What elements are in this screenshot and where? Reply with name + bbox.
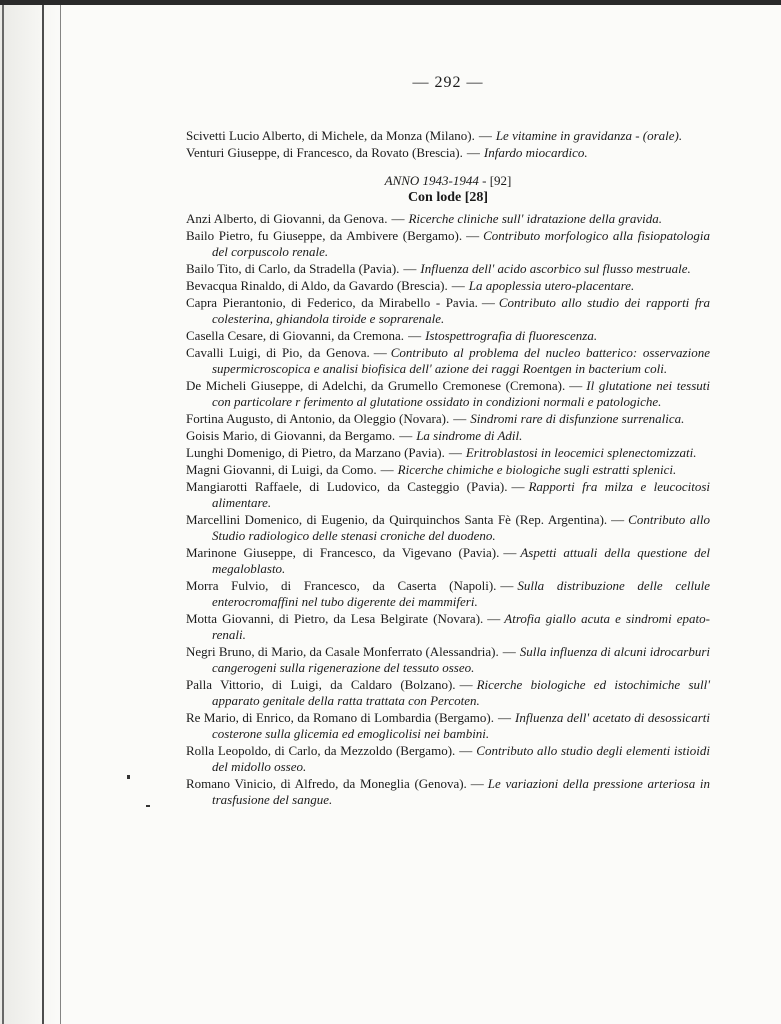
thesis-entry bbox=[186, 295, 710, 327]
entry-author: Mangiarotti Raffaele, di Ludovico, da Casteggio (Pavia). bbox=[186, 479, 508, 494]
thesis-entry bbox=[186, 345, 710, 377]
entry-separator: — bbox=[503, 545, 517, 560]
entry-author: Lunghi Domenigo, di Pietro, da Marzano (Pavia). bbox=[186, 445, 445, 460]
entry-author: Casella Cesare, di Giovanni, da Cremona. bbox=[186, 328, 405, 343]
entry-title: Le variazioni della pressione arteriosa in trasfusione del sangue. bbox=[212, 776, 710, 807]
thesis-entry bbox=[186, 428, 710, 444]
entry-separator: — bbox=[500, 578, 514, 593]
thesis-entry bbox=[186, 512, 710, 544]
thesis-entry bbox=[186, 776, 710, 808]
honors-subheading: Con lode [28] bbox=[407, 190, 489, 205]
entry-author: Goisis Mario, di Giovanni, da Bergamo. bbox=[186, 428, 396, 443]
entry-separator: — bbox=[451, 278, 465, 293]
thesis-entry bbox=[186, 145, 710, 161]
entry-title: Ricerche biologiche ed istochimiche sull' apparato genitale della ratta trattata con Percoten. bbox=[212, 677, 711, 708]
entry-author: Negri Bruno, di Mario, da Casale Monferrato (Alessandria). bbox=[186, 644, 499, 659]
entry-author: Venturi Giuseppe, di Francesco, da Rovato (Brescia). bbox=[186, 145, 463, 160]
entries-before bbox=[186, 128, 710, 161]
entry-author: Scivetti Lucio Alberto, di Michele, da Monza (Milano). bbox=[186, 128, 475, 143]
entry-author: Palla Vittorio, di Luigi, da Caldaro (Bolzano). bbox=[186, 677, 456, 692]
entry-separator: — bbox=[408, 328, 422, 343]
entry-title: Contributo allo Studio radiologico delle stenasi croniche del duodeno. bbox=[212, 512, 710, 543]
entry-separator: — bbox=[487, 611, 501, 626]
entry-separator: — bbox=[502, 644, 516, 659]
entry-separator: — bbox=[497, 710, 511, 725]
binding-line bbox=[60, 0, 61, 1024]
entry-title: Infardo miocardico. bbox=[483, 145, 588, 160]
entry-title: Influenza dell' acetato di desossicarti costerone sulla glicemia ed emoglicolisi nei bambini. bbox=[212, 710, 710, 741]
entry-title: La sindrome di Adil. bbox=[416, 428, 523, 443]
binding-line bbox=[42, 0, 44, 1024]
entry-title: Le vitamine in gravidanza - (orale). bbox=[495, 128, 683, 143]
entry-separator: — bbox=[459, 677, 473, 692]
entry-title: Istospettrografia di fluorescenza. bbox=[425, 328, 598, 343]
entry-author: Anzi Alberto, di Giovanni, da Genova. bbox=[186, 211, 388, 226]
year-heading bbox=[186, 173, 710, 189]
entry-title: Atrofia giallo acuta e sindromi epato-renali. bbox=[212, 611, 710, 642]
thesis-entry bbox=[186, 228, 710, 260]
entry-separator: — bbox=[459, 743, 473, 758]
entry-title: Ricerche chimiche e biologiche sugli estratti splenici. bbox=[397, 462, 677, 477]
thesis-entry bbox=[186, 278, 710, 294]
scan-top-edge bbox=[0, 0, 781, 5]
entry-title: Sulla distribuzione delle cellule enterocromaffini nel tubo digerente dei mammiferi. bbox=[212, 578, 711, 609]
entry-separator: — bbox=[466, 145, 480, 160]
thesis-list bbox=[186, 211, 710, 808]
entry-title: Contributo allo studio degli elementi istioidi del midollo osseo. bbox=[212, 743, 711, 774]
academic-year: ANNO 1943-1944 bbox=[384, 173, 479, 188]
entry-separator: — bbox=[511, 479, 525, 494]
entry-author: Cavalli Luigi, di Pio, da Genova. bbox=[186, 345, 370, 360]
thesis-entry bbox=[186, 462, 710, 478]
entry-author: Rolla Leopoldo, di Carlo, da Mezzoldo (Bergamo). bbox=[186, 743, 456, 758]
entry-author: Motta Giovanni, di Pietro, da Lesa Belgirate (Novara). bbox=[186, 611, 484, 626]
entry-author: Romano Vinicio, di Alfredo, da Moneglia (Genova). bbox=[186, 776, 467, 791]
binding-edge bbox=[0, 0, 62, 1024]
thesis-entry bbox=[186, 644, 710, 676]
ink-speck bbox=[127, 775, 130, 779]
entry-title: Contributo morfologico alla fisiopatologia del corpuscolo renale. bbox=[212, 228, 710, 259]
ink-speck bbox=[146, 805, 150, 807]
entry-separator: — bbox=[569, 378, 583, 393]
thesis-entry bbox=[186, 445, 710, 461]
entry-separator: — bbox=[403, 261, 417, 276]
thesis-entry bbox=[186, 743, 710, 775]
year-count: - [92] bbox=[482, 173, 512, 188]
entry-title: Sindromi rare di disfunzione surrenalica. bbox=[470, 411, 685, 426]
entry-author: Morra Fulvio, di Francesco, da Caserta (Napoli). bbox=[186, 578, 497, 593]
binding-line bbox=[2, 0, 4, 1024]
entry-title: Aspetti attuali della questione del megaloblasto. bbox=[212, 545, 710, 576]
thesis-entry bbox=[186, 545, 710, 577]
entry-author: Fortina Augusto, di Antonio, da Oleggio (Novara). bbox=[186, 411, 450, 426]
entry-title: Contributo allo studio dei rapporti fra colesterina, ghiandola tiroide e soprarenale. bbox=[212, 295, 711, 326]
thesis-entry bbox=[186, 479, 710, 511]
entry-separator: — bbox=[611, 512, 625, 527]
thesis-entry bbox=[186, 261, 710, 277]
entry-title: Rapporti fra milza e leucocitosi alimentare. bbox=[212, 479, 710, 510]
thesis-entry bbox=[186, 710, 710, 742]
thesis-entry bbox=[186, 677, 710, 709]
entry-author: De Micheli Giuseppe, di Adelchi, da Grumello Cremonese (Cremona). bbox=[186, 378, 566, 393]
entry-author: Magni Giovanni, di Luigi, da Como. bbox=[186, 462, 377, 477]
entry-author: Capra Pierantonio, di Federico, da Mirabello - Pavia. bbox=[186, 295, 478, 310]
thesis-entry bbox=[186, 128, 710, 144]
entry-title: Il glutatione nei tessuti con particolare r ferimento al glutatione ossidato in condizioni normali e patologiche. bbox=[212, 378, 711, 409]
thesis-entry bbox=[186, 411, 710, 427]
thesis-entry bbox=[186, 578, 710, 610]
entry-separator: — bbox=[481, 295, 495, 310]
thesis-entry bbox=[186, 378, 710, 410]
thesis-entry bbox=[186, 211, 710, 227]
entry-separator: — bbox=[478, 128, 492, 143]
entry-separator: — bbox=[453, 411, 467, 426]
entry-author: Bailo Tito, di Carlo, da Stradella (Pavia). bbox=[186, 261, 400, 276]
entry-author: Bailo Pietro, fu Giuseppe, da Ambivere (Bergamo). bbox=[186, 228, 463, 243]
entry-separator: — bbox=[380, 462, 394, 477]
entry-title: Ricerche cliniche sull' idratazione della gravida. bbox=[408, 211, 663, 226]
entry-title: Sulla influenza di alcuni idrocarburi cangerogeni sulla rigenerazione del tessuto osseo. bbox=[212, 644, 710, 675]
entry-title: Contributo al problema del nucleo batterico: osservazione supermicroscopica e analisi biofisica dell' azione dei raggi Roentgen in bacterium coli. bbox=[212, 345, 710, 376]
entry-author: Re Mario, di Enrico, da Romano di Lombardia (Bergamo). bbox=[186, 710, 494, 725]
entry-separator: — bbox=[470, 776, 484, 791]
entry-title: Influenza dell' acido ascorbico sul flusso mestruale. bbox=[420, 261, 691, 276]
entry-separator: — bbox=[399, 428, 413, 443]
thesis-entry bbox=[186, 611, 710, 643]
page-number: — 292 — bbox=[412, 74, 484, 91]
entry-author: Bevacqua Rinaldo, di Aldo, da Gavardo (Brescia). bbox=[186, 278, 448, 293]
entry-title: Eritroblastosi in leocemici splenectomizzati. bbox=[465, 445, 697, 460]
entry-author: Marcellini Domenico, di Eugenio, da Quirquinchos Santa Fè (Rep. Argentina). bbox=[186, 512, 608, 527]
thesis-entry bbox=[186, 328, 710, 344]
entry-separator: — bbox=[466, 228, 480, 243]
entry-separator: — bbox=[448, 445, 462, 460]
entry-title: La apoplessia utero-placentare. bbox=[468, 278, 635, 293]
entry-author: Marinone Giuseppe, di Francesco, da Vigevano (Pavia). bbox=[186, 545, 500, 560]
document-page bbox=[186, 74, 710, 809]
entry-separator: — bbox=[373, 345, 387, 360]
entry-separator: — bbox=[391, 211, 405, 226]
